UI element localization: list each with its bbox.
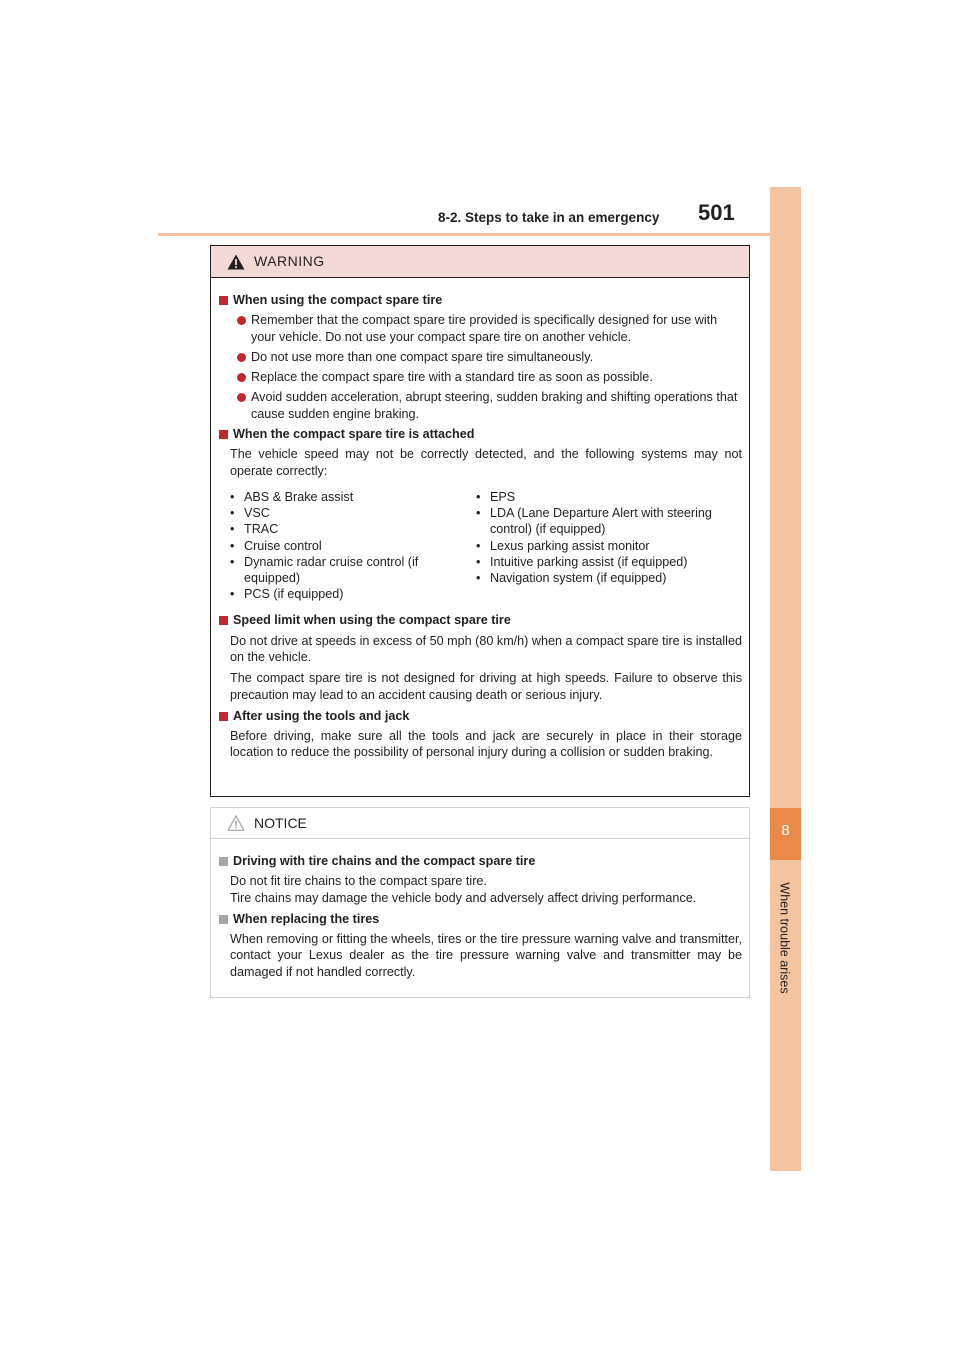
dot-bullet-icon xyxy=(237,316,246,325)
dot-bullet-icon xyxy=(237,393,246,402)
warning-label: WARNING xyxy=(254,253,325,269)
section-heading xyxy=(219,853,742,869)
notice-box xyxy=(210,807,750,998)
system-item: • ABS & Brake assist xyxy=(230,489,354,504)
square-bullet-icon xyxy=(219,712,228,721)
warning-box xyxy=(210,245,750,797)
section-heading xyxy=(219,612,742,628)
system-item-text: TRAC xyxy=(244,522,279,537)
system-item: • TRAC xyxy=(230,522,279,537)
chapter-number: 8 xyxy=(781,822,790,839)
caution-triangle-icon xyxy=(227,815,245,831)
paragraph: Do not fit tire chains to the compact spare tire. xyxy=(230,874,487,889)
chapter-side-tab xyxy=(770,187,801,1171)
square-bullet-icon xyxy=(219,915,228,924)
system-item: • Intuitive parking assist (if equipped) xyxy=(476,554,688,569)
section-heading-text: When replacing the tires xyxy=(233,911,380,926)
systems-column-left xyxy=(230,489,476,602)
system-item: • VSC xyxy=(230,506,270,521)
system-item: • LDA (Lane Departure Alert with steering control) (if equipped) xyxy=(476,505,722,537)
section-heading-text: After using the tools and jack xyxy=(233,708,410,723)
list-item xyxy=(237,349,742,365)
warning-header xyxy=(211,246,749,278)
paragraph: When removing or fitting the wheels, tires or the tire pressure warning valve and transmitter, contact your Lexus dealer as the tire pressure warning valve and transmitter may be damaged if not handled correctly. xyxy=(230,932,742,979)
paragraph: Before driving, make sure all the tools and jack are securely in place in their storage location to reduce the possibility of personal injury during a collision or sudden braking. xyxy=(230,729,742,760)
system-item-text: Lexus parking assist monitor xyxy=(490,538,650,553)
system-item: • PCS (if equipped) xyxy=(230,587,344,602)
chapter-title xyxy=(771,868,799,1008)
section-heading-text: When using the compact spare tire xyxy=(233,293,443,307)
list-item-text: Avoid sudden acceleration, abrupt steering, sudden braking and shifting operations that cause sudden engine braking. xyxy=(251,390,738,421)
paragraph: Tire chains may damage the vehicle body and adversely affect driving performance. xyxy=(230,890,697,905)
system-item-text: Dynamic radar cruise control (if equipped) xyxy=(244,554,419,585)
affected-systems-list xyxy=(230,489,742,602)
square-bullet-icon xyxy=(219,296,228,305)
notice-header xyxy=(211,808,749,839)
list-item-text: Remember that the compact spare tire provided is specifically designed for use with your vehicle. Do not use your compact spare tire on another vehicle. xyxy=(251,313,718,344)
system-item-text: PCS (if equipped) xyxy=(244,587,344,602)
header-rule xyxy=(158,233,800,236)
square-bullet-icon xyxy=(219,857,228,866)
chapter-title-text: When trouble arises xyxy=(778,882,793,994)
system-item-text: VSC xyxy=(244,506,270,521)
list-item-text: Replace the compact spare tire with a standard tire as soon as possible. xyxy=(251,370,653,385)
section-heading-text: Speed limit when using the compact spare tire xyxy=(233,613,511,628)
system-item-text: Cruise control xyxy=(244,538,322,553)
list-item xyxy=(237,389,742,422)
list-item xyxy=(237,369,742,385)
paragraph: The vehicle speed may not be correctly detected, and the following systems may not operate correctly: xyxy=(230,447,742,478)
dot-bullet-icon xyxy=(237,373,246,382)
system-item: • EPS xyxy=(476,489,516,504)
system-item: • Dynamic radar cruise control (if equipped) xyxy=(230,554,476,586)
systems-column-right xyxy=(476,489,722,602)
dot-bullet-icon xyxy=(237,353,246,362)
section-heading xyxy=(219,911,742,927)
section-heading xyxy=(219,708,742,724)
section-title: 8-2. Steps to take in an emergency xyxy=(438,210,660,225)
system-item-text: ABS & Brake assist xyxy=(244,489,354,504)
section-heading xyxy=(219,292,742,308)
section-heading xyxy=(219,426,742,442)
paragraph: The compact spare tire is not designed for driving at high speeds. Failure to observe this precaution may lead to an accident causing death or serious injury. xyxy=(230,671,742,702)
warning-triangle-icon xyxy=(227,254,245,270)
page-number: 501 xyxy=(698,200,735,225)
list-item xyxy=(237,312,742,345)
system-item: • Cruise control xyxy=(230,538,322,553)
system-item-text: EPS xyxy=(490,489,516,504)
system-item: • Navigation system (if equipped) xyxy=(476,570,667,585)
square-bullet-icon xyxy=(219,616,228,625)
square-bullet-icon xyxy=(219,430,228,439)
section-heading-text: Driving with tire chains and the compact spare tire xyxy=(233,854,536,868)
notice-content xyxy=(211,839,749,980)
warning-content xyxy=(211,278,749,761)
section-heading-text: When the compact spare tire is attached xyxy=(233,427,475,442)
system-item-text: LDA (Lane Departure Alert with steering control) (if equipped) xyxy=(490,506,712,537)
notice-label: NOTICE xyxy=(254,815,307,831)
system-item-text: Intuitive parking assist (if equipped) xyxy=(490,554,688,569)
list-item-text: Do not use more than one compact spare tire simultaneously. xyxy=(251,349,594,364)
system-item-text: Navigation system (if equipped) xyxy=(490,570,667,585)
system-item: • Lexus parking assist monitor xyxy=(476,538,650,553)
paragraph: Do not drive at speeds in excess of 50 mph (80 km/h) when a compact spare tire is installed on the vehicle. xyxy=(230,633,742,664)
